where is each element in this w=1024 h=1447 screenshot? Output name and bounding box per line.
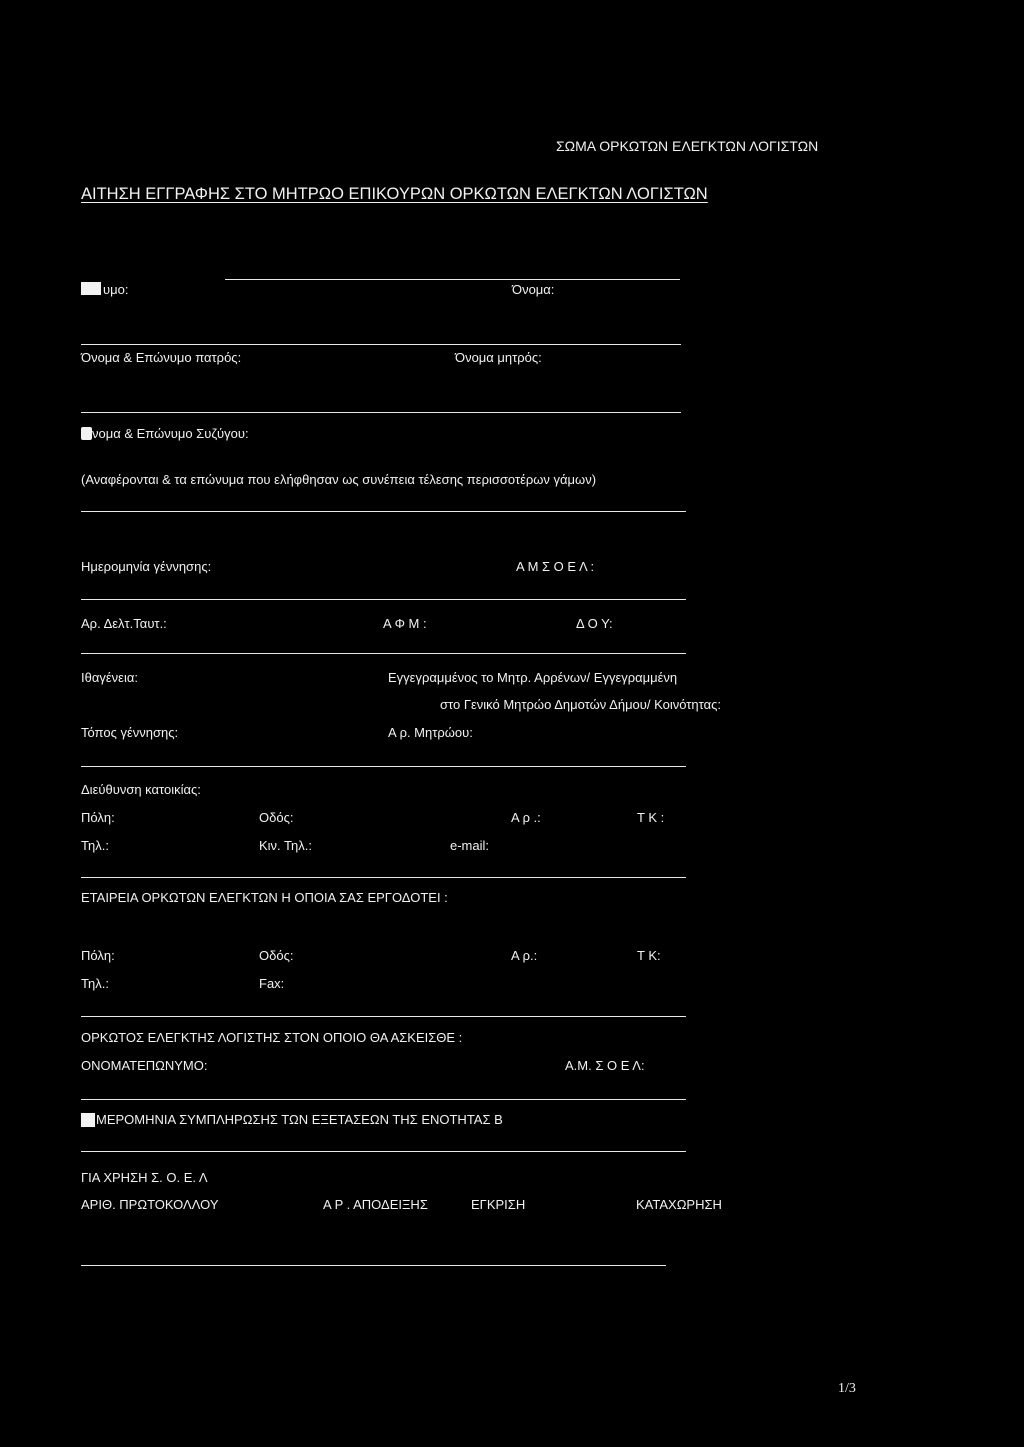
spouse-note: (Αναφέρονται & τα επώνυμα που ελήφθησαν ως συνέπεια τέλεσης περισσοτέρων γάμων): [81, 472, 597, 487]
employer-number-label: Α ρ.:: [511, 948, 538, 963]
divider: [81, 344, 681, 345]
id-number-label: Αρ. Δελτ.Ταυτ.:: [81, 616, 167, 631]
mother-name-label: Όνομα μητρός:: [455, 350, 542, 365]
scan-artifact-mark: [81, 282, 101, 295]
divider: [81, 766, 686, 767]
supervisor-fullname-label: ΟΝΟΜΑΤΕΠΩΝΥΜΟ:: [81, 1058, 208, 1073]
residence-street-label: Οδός:: [259, 810, 294, 825]
supervisor-amsoel-label: Α.Μ. Σ Ο Ε Λ:: [565, 1058, 645, 1073]
employer-street-label: Οδός:: [259, 948, 294, 963]
registry-label-line2: στο Γενικό Μητρώο Δημοτών Δήμου/ Κοινότητας:: [440, 697, 722, 712]
office-use-heading: ΓΙΑ ΧΡΗΣΗ Σ. Ο. Ε. Λ: [81, 1170, 208, 1185]
registry-number-label: Α ρ. Μητρώου:: [388, 725, 473, 740]
divider: [81, 412, 681, 413]
divider: [81, 1265, 666, 1266]
residence-email-label: e-mail:: [450, 838, 490, 853]
employer-postal-label: Τ Κ:: [637, 948, 661, 963]
divider: [81, 877, 686, 878]
divider: [81, 511, 686, 512]
residence-heading: Διεύθυνση κατοικίας:: [81, 782, 201, 797]
receipt-number-label: Α Ρ . ΑΠΟΔΕΙΞΗΣ: [323, 1197, 428, 1212]
birth-place-label: Τόπος γέννησης:: [81, 725, 179, 740]
protocol-number-label: ΑΡΙΘ. ΠΡΩΤΟΚΟΛΛΟΥ: [81, 1197, 219, 1212]
doy-label: Δ Ο Υ:: [576, 616, 613, 631]
birth-date-label: Ημερομηνία γέννησης:: [81, 559, 212, 574]
divider: [81, 653, 686, 654]
scan-artifact-mark: [81, 1113, 95, 1127]
spouse-name-label: νομα & Επώνυμο Συζύγου:: [92, 426, 249, 441]
divider: [81, 599, 686, 600]
divider: [81, 1151, 686, 1152]
registry-label-line1: Εγγεγραμμένος το Μητρ. Αρρένων/ Εγγεγραμμένη: [388, 670, 678, 685]
organization-name: ΣΩΜΑ ΟΡΚΩΤΩΝ ΕΛΕΓΚΤΩΝ ΛΟΓΙΣΤΩΝ: [556, 138, 819, 154]
supervisor-heading: ΟΡΚΩΤΟΣ ΕΛΕΓΚΤΗΣ ΛΟΓΙΣΤΗΣ ΣΤΟΝ ΟΠΟΙΟ ΘΑ ΑΣΚΕΙΣΘΕ :: [81, 1030, 463, 1045]
exam-completion-label: ΜΕΡΟΜΗΝΙΑ ΣΥΜΠΛΗΡΩΣΗΣ ΤΩΝ ΕΞΕΤΑΣΕΩΝ ΤΗΣ ΕΝΟΤΗΤΑΣ Β: [96, 1112, 503, 1127]
employer-phone-label: Τηλ.:: [81, 976, 109, 991]
first-name-label: Όνομα:: [512, 282, 555, 297]
residence-mobile-label: Κιν. Τηλ.:: [259, 838, 312, 853]
registration-label: ΚΑΤΑΧΩΡΗΣΗ: [636, 1197, 722, 1212]
nationality-label: Ιθαγένεια:: [81, 670, 138, 685]
divider: [81, 1099, 686, 1100]
residence-number-label: Α ρ .:: [511, 810, 541, 825]
residence-postal-label: Τ Κ :: [637, 810, 665, 825]
divider: [225, 279, 680, 280]
employer-fax-label: Fax:: [259, 976, 285, 991]
page-number: 1/3: [838, 1381, 856, 1396]
employer-city-label: Πόλη:: [81, 948, 115, 963]
residence-phone-label: Τηλ.:: [81, 838, 109, 853]
employer-heading: ΕΤΑΙΡΕΙΑ ΟΡΚΩΤΩΝ ΕΛΕΓΚΤΩΝ Η ΟΠΟΙΑ ΣΑΣ ΕΡΓΟΔΟΤΕΙ :: [81, 890, 448, 905]
surname-label: υμο:: [103, 282, 129, 297]
amsoel-label: Α Μ Σ Ο Ε Λ :: [516, 559, 595, 574]
approval-label: ΕΓΚΡΙΣΗ: [471, 1197, 526, 1212]
divider: [81, 1016, 686, 1017]
scan-artifact-mark: [81, 427, 92, 440]
father-name-label: Όνομα & Επώνυμο πατρός:: [81, 350, 242, 365]
residence-city-label: Πόλη:: [81, 810, 115, 825]
afm-label: Α Φ Μ :: [383, 616, 427, 631]
form-title: ΑΙΤΗΣΗ ΕΓΓΡΑΦΗΣ ΣΤΟ ΜΗΤΡΩΟ ΕΠΙΚΟΥΡΩΝ ΟΡΚΩΤΩΝ ΕΛΕΓΚΤΩΝ ΛΟΓΙΣΤΩΝ: [81, 185, 708, 203]
